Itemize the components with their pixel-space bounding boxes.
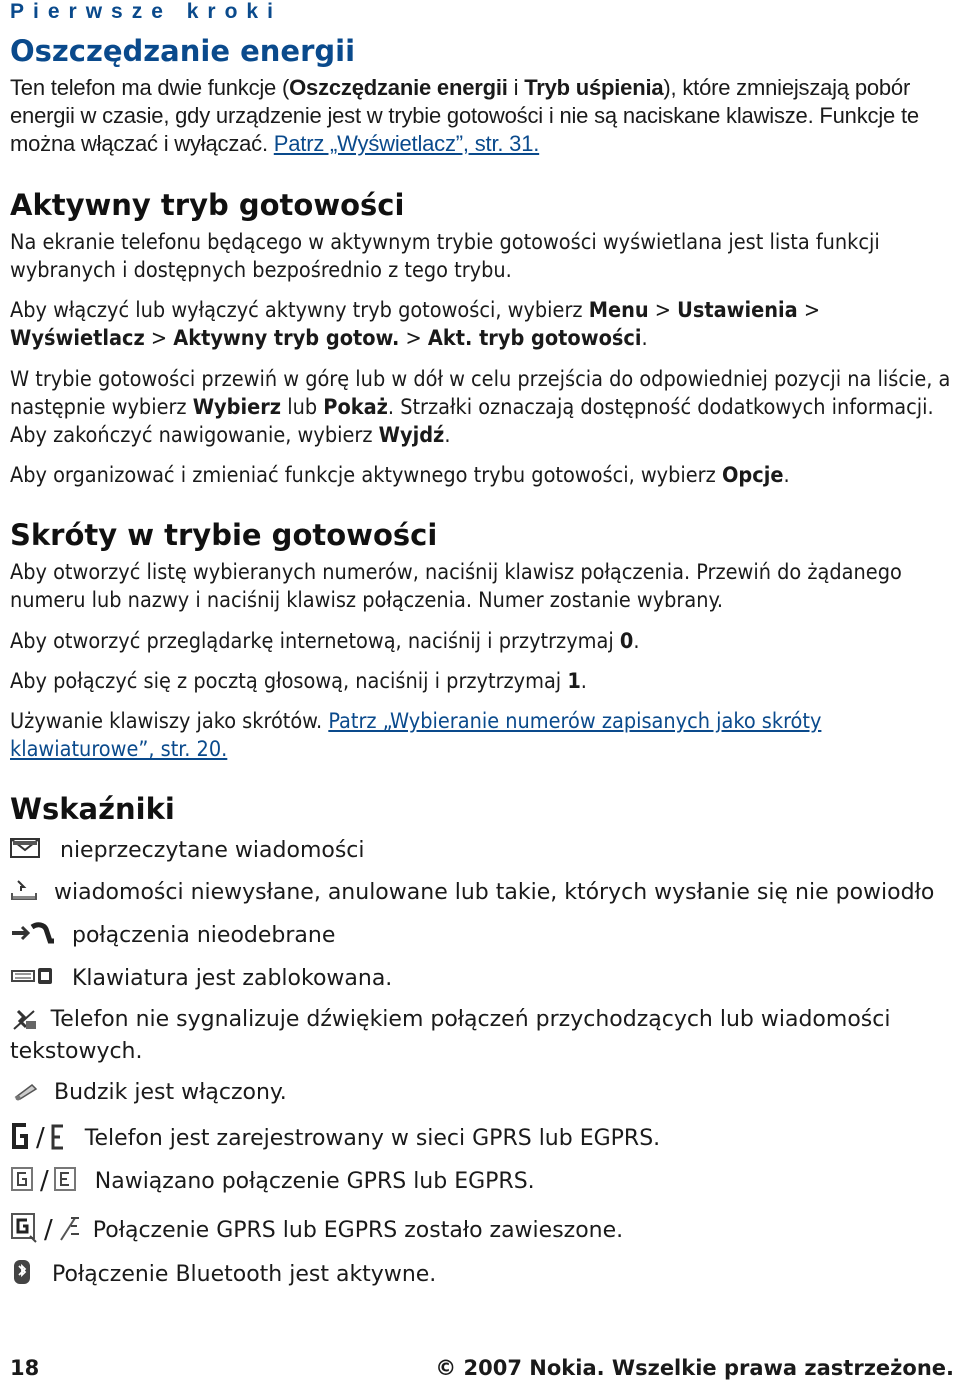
indicator-label: Połączenie GPRS lub EGPRS zostało zawieszone. — [92, 1217, 624, 1243]
separator: > — [144, 326, 174, 351]
key-term: 0 — [619, 629, 634, 654]
shortcuts-paragraph-4 — [10, 708, 955, 764]
show-term: Pokaż — [323, 395, 388, 420]
gprs-suspended-icon — [10, 1212, 40, 1248]
text: . — [580, 669, 587, 694]
egprs-suspended-icon — [57, 1212, 83, 1248]
menu-term: Menu — [588, 298, 649, 323]
keyguard-icon — [10, 964, 62, 992]
standby-paragraph-3 — [10, 366, 955, 450]
slash: / — [44, 1215, 53, 1245]
indicator-row — [10, 1164, 535, 1198]
shortcuts-paragraph-1: Aby otworzyć listę wybieranych numerów, naciśnij klawisz połączenia. Przewiń do żądanego numeru lub nazwy i naciśnij klawisz połączenia. Numer zostanie wybrany. — [10, 560, 902, 613]
settings-term: Ustawienia — [677, 298, 798, 323]
text: Ten telefon ma dwie funkcje ( — [10, 75, 290, 100]
outbox-icon — [10, 877, 46, 907]
standby-paragraph-2 — [10, 297, 955, 353]
text: . — [783, 463, 790, 488]
egprs-icon — [49, 1121, 69, 1155]
text: Aby połączyć się z pocztą głosową, naciśnij i przytrzymaj — [10, 669, 568, 694]
indicator-label: Nawiązano połączenie GPRS lub EGPRS. — [94, 1168, 535, 1194]
text: . Strzałki oznaczają dostępność dodatkowych informacji. Aby zakończyć nawigowanie, wybierz — [10, 395, 934, 448]
shortcuts-paragraph-3 — [10, 668, 955, 696]
key-term: 1 — [567, 669, 581, 694]
copyright: © 2007 Nokia. Wszelkie prawa zastrzeżone. — [435, 1356, 954, 1380]
text: Aby organizować i zmieniać funkcje aktywnego trybu gotowości, wybierz — [10, 463, 722, 488]
slash: / — [36, 1123, 45, 1153]
text: lub — [281, 395, 324, 420]
envelope-icon — [10, 837, 50, 863]
exit-term: Wyjdź — [378, 423, 445, 448]
indicator-label: Połączenie Bluetooth jest aktywne. — [52, 1261, 437, 1287]
text: W trybie gotowości przewiń w górę lub w dół w celu przejścia do odpowiedniej pozycji na liście, a następnie wybierz — [10, 367, 951, 420]
indicator-row — [10, 918, 335, 952]
alarm-icon — [10, 1077, 46, 1107]
indicator-label: nieprzeczytane wiadomości — [60, 837, 365, 863]
text: i — [507, 75, 525, 100]
text: . — [444, 423, 451, 448]
text: . — [641, 326, 648, 351]
indicator-row — [10, 833, 365, 867]
indicator-row — [10, 875, 934, 909]
active-standby-term: Aktywny tryb gotow. — [173, 326, 400, 351]
shortcuts-paragraph-2 — [10, 628, 955, 656]
separator: > — [648, 298, 678, 323]
text: Aby otworzyć przeglądarkę internetową, naciśnij i przytrzymaj — [10, 629, 620, 654]
section-label: Pierwsze kroki — [10, 0, 282, 23]
bold-term: Oszczędzanie energii — [289, 75, 508, 100]
akt-term: Akt. tryb gotowości — [427, 326, 642, 351]
indicator-row — [10, 1257, 436, 1291]
page-number: 18 — [10, 1356, 40, 1380]
select-term: Wybierz — [192, 395, 282, 420]
indicator-row — [10, 1213, 623, 1247]
indicator-label: Klawiatura jest zablokowana. — [72, 965, 393, 991]
indicator-label: wiadomości niewysłane, anulowane lub takie, których wysłanie się nie powiodło — [54, 879, 935, 905]
egprs-connected-icon — [53, 1166, 79, 1196]
standby-paragraph-4 — [10, 462, 955, 490]
speed-dial-link[interactable]: Patrz „Wybieranie numerów zapisanych jako skróty klawiaturowe”, str. 20. — [10, 709, 822, 762]
separator: > — [797, 298, 821, 323]
bold-term: Tryb uśpienia — [524, 75, 664, 100]
standby-heading: Aktywny tryb gotowości — [10, 188, 405, 222]
text: ), które zmniejszają pobór energii w czasie, gdy urządzenie jest w trybie gotowości i nie są naciskane klawisze. Funkcje te można włączać i wyłączać. — [10, 75, 919, 156]
indicator-label: Budzik jest włączony. — [54, 1079, 287, 1105]
text: Używanie klawiszy jako skrótów. — [10, 709, 329, 734]
display-term: Wyświetlacz — [10, 326, 145, 351]
slash: / — [40, 1166, 49, 1196]
energy-heading: Oszczędzanie energii — [10, 34, 356, 68]
bluetooth-icon — [10, 1258, 46, 1290]
indicators-heading: Wskaźniki — [10, 792, 175, 826]
shortcuts-heading: Skróty w trybie gotowości — [10, 518, 438, 552]
options-term: Opcje — [721, 463, 784, 488]
text: . — [633, 629, 640, 654]
silent-icon — [10, 1007, 46, 1037]
energy-paragraph — [10, 74, 955, 158]
gprs-connected-icon — [10, 1166, 36, 1196]
indicator-label: połączenia nieodebrane — [72, 922, 336, 948]
gprs-icon — [10, 1121, 32, 1155]
indicator-row — [10, 1121, 660, 1155]
missed-call-icon — [10, 921, 62, 949]
separator: > — [399, 326, 428, 351]
standby-paragraph-1: Na ekranie telefonu będącego w aktywnym trybie gotowości wyświetlana jest lista funkcji wybranych i dostępnych bezpośrednio z tego trybu. — [10, 230, 880, 283]
indicator-row — [10, 1075, 287, 1109]
text: Aby włączyć lub wyłączyć aktywny tryb gotowości, wybierz — [10, 298, 589, 323]
indicator-label: Telefon nie sygnalizuje dźwiękiem połączeń przychodzących lub wiadomości tekstowych. — [10, 1007, 891, 1064]
indicator-row — [10, 1005, 955, 1066]
display-link[interactable]: Patrz „Wyświetlacz”, str. 31. — [273, 131, 540, 156]
indicator-row — [10, 961, 392, 995]
indicator-label: Telefon jest zarejestrowany w sieci GPRS lub EGPRS. — [84, 1125, 661, 1151]
